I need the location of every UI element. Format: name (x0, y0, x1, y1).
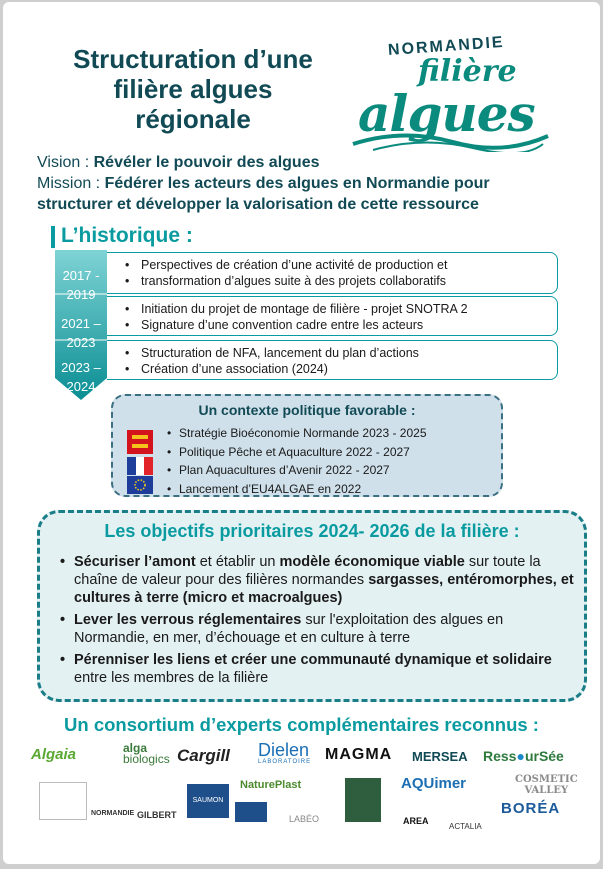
vision-mission: Vision : Révéler le pouvoir des algues Mission : Fédérer les acteurs des algues en Normandie pour structurer et développer la valorisation de cette ressource (37, 152, 587, 215)
logo-comite-conchyliculture (39, 782, 87, 820)
logo-smel (235, 802, 267, 822)
logo-bioeconomy (345, 778, 381, 822)
logo-actalia: ACTALIA (449, 822, 482, 831)
year-label: 2021 – 2023 (61, 316, 101, 350)
logo-magma: MAGMA (325, 746, 393, 763)
objectif-item: • Pérenniser les liens et créer une communauté dynamique et solidaire entre les membres de la filière (60, 651, 580, 687)
objectif-item: • Sécuriser l’amont et établir un modèle économique viable sur toute la chaîne de valeur pour des filières normandes sargasses, entéromorphes, et cultures à terre (micro et macroalgues) (60, 553, 580, 607)
logo-saumon: SAUMON (187, 784, 229, 818)
poster (3, 2, 600, 864)
france-flag-icon (127, 457, 153, 475)
historique-title: L’historique : (61, 224, 193, 247)
mission-line: Mission : Fédérer les acteurs des algues en Normandie pour (37, 175, 490, 192)
logo-ressoursee: Ress●urSée (483, 748, 564, 764)
historique-box: • Initiation du projet de montage de filière - projet SNOTRA 2 • Signature d’une convention cadre entre les acteurs (107, 296, 558, 336)
logo-algaia: Algaia (31, 746, 77, 763)
logo-cosmetic-valley: COSMETIC VALLEY (515, 774, 578, 796)
contexte-box: Un contexte politique favorable : • Stratégie Bioéconomie Normande 2023 - 2025 • Politique Pêche et Aquaculture 2022 - 2027 • Plan Aquacultures d’Avenir 2022 - 2027 • Lancement d’EU4ALGAE en 2022 (111, 394, 503, 497)
logo-gilbert: GILBERT (137, 810, 177, 820)
logo-normandie-peches: NORMANDIE (91, 810, 135, 817)
logo-labeo: LABÉO (289, 814, 320, 824)
objectif-item: • Lever les verrous réglementaires sur l'exploitation des algues en Normandie, en mer, d’échouage et en culture à terre (60, 611, 580, 647)
year-label: 2017 - 2019 (62, 268, 100, 302)
normandie-flag-icon (127, 430, 153, 454)
logo-natureplast: NaturePlast (240, 779, 302, 791)
logo-mersea: MERSEA (412, 749, 468, 764)
objectifs-box: Les objectifs prioritaires 2024- 2026 de la filière : • Sécuriser l’amont et établir un modèle économique viable sur toute la chaîne de valeur pour des filières normandes sargasses, entéromorphes, et cultures à terre (micro et macroalgues) • Lever les verrous réglementaires sur l'exploitation des algues en Normandie, en mer, d’échouage et en culture à terre • Pérenniser les liens et créer une communauté dynamique et solidaire entre les membres de la filière (37, 510, 587, 702)
consortium-title: Un consortium d’experts complémentaires reconnus : (64, 714, 539, 735)
logo-dielen: Dielen LABORATOIRE (258, 740, 312, 765)
logo-aquimer: AQUimer (401, 775, 467, 792)
page-title: Structuration d’une filière algues régionale (73, 44, 313, 134)
historique-box: • Structuration de NFA, lancement du plan d’actions • Création d’une association (2024) (107, 340, 558, 380)
logo-borea: BORÉA (501, 800, 561, 817)
filiere-algues-logo: NORMANDIE filière algues (343, 32, 553, 152)
vision-line: Vision : Révéler le pouvoir des algues (37, 154, 320, 171)
logo-alga-biologics: alga biologics (123, 741, 170, 766)
eu-flag-icon (127, 476, 153, 494)
logo-area: AREA (403, 816, 429, 826)
year-label: 2023 – 2024 (61, 360, 101, 394)
logo-cargill: Cargill (177, 746, 230, 765)
historique-box: • Perspectives de création d’une activité de production et • transformation d’algues suite à des projets collaboratifs (107, 252, 558, 294)
historique-title-bar (51, 226, 55, 248)
